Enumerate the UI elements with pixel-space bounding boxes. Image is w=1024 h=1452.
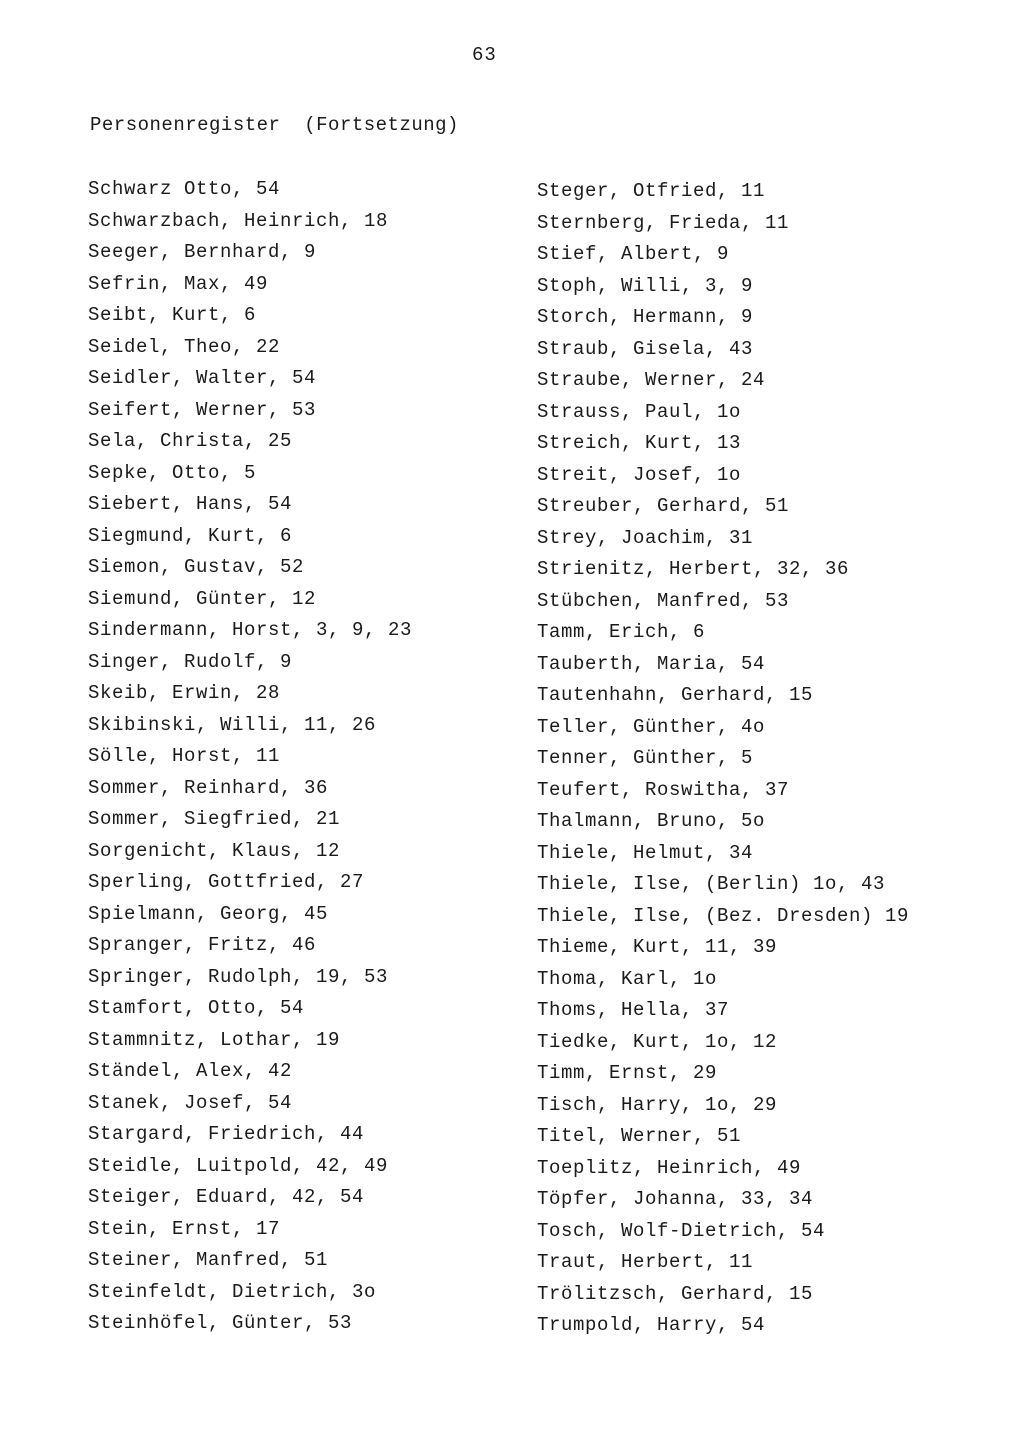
index-entry: Teller, Günther, 4o — [537, 715, 766, 738]
index-column-right — [537, 178, 909, 1344]
index-entry: Siegmund, Kurt, 6 — [88, 524, 293, 547]
index-entry: Steiger, Eduard, 42, 54 — [88, 1186, 365, 1208]
index-entry: Streit, Josef, 1o — [537, 463, 742, 486]
index-entry: Sefrin, Max, 49 — [88, 272, 269, 295]
index-entry: Schwarz Otto, 54 — [88, 178, 281, 200]
index-column-left — [88, 176, 412, 1342]
index-entry: Steinhöfel, Günter, 53 — [88, 1312, 353, 1334]
index-entry: Töpfer, Johanna, 33, 34 — [537, 1188, 814, 1210]
index-entry: Tauberth, Maria, 54 — [537, 652, 766, 675]
index-entry: Storch, Hermann, 9 — [537, 306, 754, 328]
index-entry: Thiele, Ilse, (Berlin) 1o, 43 — [537, 873, 886, 895]
index-entry: Seibt, Kurt, 6 — [88, 304, 257, 326]
index-entry: Stanek, Josef, 54 — [88, 1091, 293, 1114]
index-entry: Steidle, Luitpold, 42, 49 — [88, 1154, 389, 1177]
index-entry: Thalmann, Bruno, 5o — [537, 810, 766, 832]
index-entry: Tautenhahn, Gerhard, 15 — [537, 684, 814, 706]
index-entry: Seeger, Bernhard, 9 — [88, 241, 317, 263]
index-entry: Thieme, Kurt, 11, 39 — [537, 936, 778, 958]
index-entry: Siemon, Gustav, 52 — [88, 556, 305, 578]
index-entry: Sela, Christa, 25 — [88, 430, 293, 452]
index-entry: Stübchen, Manfred, 53 — [537, 589, 790, 612]
index-entry: Thoma, Karl, 1o — [537, 967, 718, 990]
page-heading: Personenregister (Fortsetzung) — [90, 114, 459, 136]
index-entry: Tamm, Erich, 6 — [537, 621, 706, 643]
index-entry: Stargard, Friedrich, 44 — [88, 1123, 365, 1145]
index-entry: Thoms, Hella, 37 — [537, 999, 730, 1021]
index-entry: Skeib, Erwin, 28 — [88, 682, 281, 704]
index-entry: Sepke, Otto, 5 — [88, 461, 257, 484]
index-entry: Sternberg, Frieda, 11 — [537, 211, 790, 234]
index-entry: Streich, Kurt, 13 — [537, 432, 742, 454]
index-entry: Singer, Rudolf, 9 — [88, 650, 293, 673]
index-entry: Seifert, Werner, 53 — [88, 398, 317, 421]
index-entry: Sperling, Gottfried, 27 — [88, 871, 365, 893]
index-entry: Sorgenicht, Klaus, 12 — [88, 839, 341, 862]
index-entry: Schwarzbach, Heinrich, 18 — [88, 209, 389, 232]
index-entry: Strey, Joachim, 31 — [537, 526, 754, 549]
index-entry: Spielmann, Georg, 45 — [88, 902, 329, 925]
index-entry: Ständel, Alex, 42 — [88, 1060, 293, 1082]
page-number: 63 — [472, 44, 497, 66]
index-entry: Sommer, Siegfried, 21 — [88, 808, 341, 830]
index-entry: Trölitzsch, Gerhard, 15 — [537, 1282, 814, 1305]
index-entry: Sommer, Reinhard, 36 — [88, 776, 329, 799]
index-entry: Seidler, Walter, 54 — [88, 367, 317, 389]
index-entry: Traut, Herbert, 11 — [537, 1251, 754, 1273]
index-entry: Stamfort, Otto, 54 — [88, 997, 305, 1019]
index-entry: Thiele, Helmut, 34 — [537, 841, 754, 864]
index-entry: Straub, Gisela, 43 — [537, 337, 754, 360]
index-entry: Stief, Albert, 9 — [537, 243, 730, 265]
index-entry: Teufert, Roswitha, 37 — [537, 778, 790, 801]
index-entry: Steger, Otfried, 11 — [537, 180, 766, 202]
index-entry: Straube, Werner, 24 — [537, 369, 766, 391]
index-entry: Tenner, Günther, 5 — [537, 747, 754, 769]
index-entry: Stoph, Willi, 3, 9 — [537, 274, 754, 297]
index-entry: Trumpold, Harry, 54 — [537, 1314, 766, 1336]
index-entry: Steinfeldt, Dietrich, 3o — [88, 1280, 377, 1303]
index-entry: Stein, Ernst, 17 — [88, 1217, 281, 1240]
index-entry: Strienitz, Herbert, 32, 36 — [537, 558, 850, 580]
index-entry: Timm, Ernst, 29 — [537, 1062, 718, 1084]
index-entry: Thiele, Ilse, (Bez. Dresden) 19 — [537, 904, 910, 927]
index-entry: Titel, Werner, 51 — [537, 1125, 742, 1147]
index-entry: Streuber, Gerhard, 51 — [537, 495, 790, 517]
index-entry: Stammnitz, Lothar, 19 — [88, 1028, 341, 1051]
index-entry: Steiner, Manfred, 51 — [88, 1249, 329, 1271]
index-entry: Tosch, Wolf-Dietrich, 54 — [537, 1219, 826, 1242]
index-entry: Tiedke, Kurt, 1o, 12 — [537, 1030, 778, 1053]
index-entry: Seidel, Theo, 22 — [88, 335, 281, 358]
index-entry: Springer, Rudolph, 19, 53 — [88, 965, 389, 988]
index-entry: Tisch, Harry, 1o, 29 — [537, 1093, 778, 1116]
index-entry: Siemund, Günter, 12 — [88, 587, 317, 610]
index-entry: Toeplitz, Heinrich, 49 — [537, 1156, 802, 1179]
index-entry: Skibinski, Willi, 11, 26 — [88, 713, 377, 736]
index-entry: Sölle, Horst, 11 — [88, 745, 281, 767]
index-entry: Strauss, Paul, 1o — [537, 400, 742, 423]
index-entry: Spranger, Fritz, 46 — [88, 934, 317, 956]
index-entry: Sindermann, Horst, 3, 9, 23 — [88, 619, 413, 641]
index-entry: Siebert, Hans, 54 — [88, 493, 293, 515]
